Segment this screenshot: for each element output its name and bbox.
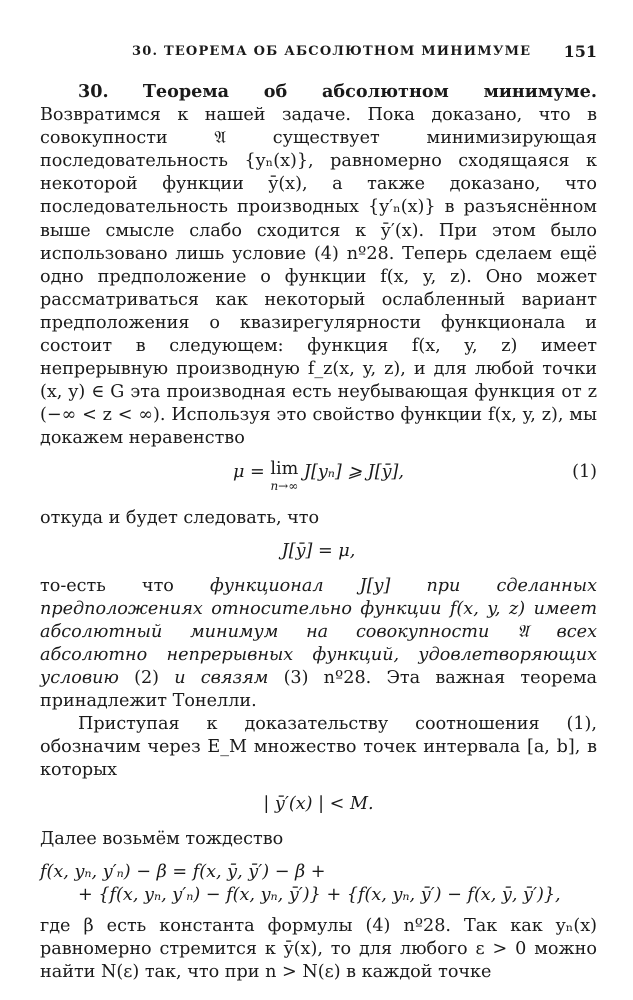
section-title: Теорема об абсолютном минимуме. bbox=[142, 81, 598, 102]
paragraph-1-text: Возвратимся к нашей задаче. Пока доказано, что в совокупности 𝔄 существует минимизирующая последовательность {yₙ(x)}, равномерно сходящаяся к некоторой функции ȳ(x), а также доказано, что последовательность производных {y′ₙ(x)} в разъяснённом выше смысле слабо сходится к ȳ′(x). При этом было использовано лишь условие (4) nº28. Теперь сделаем ещё одно предположение о функции f(x, y, z). Оно может рассматриваться как некоторый ослабленный вариант предположения о квазирегулярности функционала и состоит в следующем: функция f(x, y, z) имеет непрерывную производную f_z(x, y, z), и для любой точки (x, y) ∈ G эта производная есть неубывающая функция от z (−∞ < z < ∞). Используя это свойство функции f(x, y, z), мы докажем неравенство bbox=[40, 105, 597, 449]
paragraph-5: Далее возьмём тождество bbox=[40, 828, 284, 849]
formula-4-line-2: + {f(x, yₙ, y′ₙ) − f(x, yₙ, ȳ′)} + {f(x, yₙ, ȳ′) − f(x, ȳ, ȳ′)}, bbox=[78, 884, 561, 905]
formula-4-line-1: f(x, yₙ, y′ₙ) − β = f(x, ȳ, ȳ′) − β + bbox=[40, 861, 326, 882]
page-number: 151 bbox=[563, 42, 597, 61]
formula-4 bbox=[40, 861, 597, 907]
limit-operator bbox=[270, 458, 299, 495]
paragraph-1 bbox=[40, 80, 597, 451]
theorem-statement-end: и связям bbox=[174, 668, 269, 689]
limit-subscript: n→∞ bbox=[270, 478, 299, 493]
paragraph-3-prefix: то-есть что bbox=[40, 575, 174, 596]
theorem-statement: функционал J[y] при сделанных предположениях относительно функции f(x, y, z) имеет абсолютный минимум на совокупности 𝔄 всех абсолютно непрерывных функций, удовлетворяющих условию bbox=[40, 575, 598, 689]
formula-1-right: J[yₙ] ⩾ J[ȳ], bbox=[298, 461, 404, 482]
formula-2: J[ȳ] = μ, bbox=[281, 540, 356, 561]
body-text bbox=[40, 80, 597, 984]
book-page bbox=[40, 0, 597, 1000]
formula-1 bbox=[40, 458, 597, 495]
paragraph-3 bbox=[40, 575, 597, 714]
section-number: 30. bbox=[78, 81, 109, 102]
paragraph-6: где β есть константа формулы (4) nº28. Так как yₙ(x) равномерно стремится к ȳ(x), то для любого ε > 0 можно найти N(ε) так, что при n > N(ε) в каждой точке bbox=[40, 915, 597, 983]
limit-label: lim bbox=[270, 458, 299, 479]
paragraph-2: откуда и будет следовать, что bbox=[40, 507, 320, 528]
equation-number: (1) bbox=[572, 461, 597, 482]
formula-3: | ȳ′(x) | < M. bbox=[263, 793, 374, 814]
page-header bbox=[40, 44, 597, 66]
condition-ref: (2) bbox=[134, 668, 160, 689]
paragraph-3-suffix: (3) nº28. Эта важная теорема принадлежит Тонелли. bbox=[40, 668, 598, 712]
running-head: 30. ТЕОРЕМА ОБ АБСОЛЮТНОМ МИНИМУМЕ bbox=[132, 44, 532, 59]
paragraph-4: Приступая к доказательству соотношения (1), обозначим через E_M множество точек интервала [a, b], в которых bbox=[40, 714, 597, 781]
formula-1-left: μ = bbox=[233, 461, 271, 482]
